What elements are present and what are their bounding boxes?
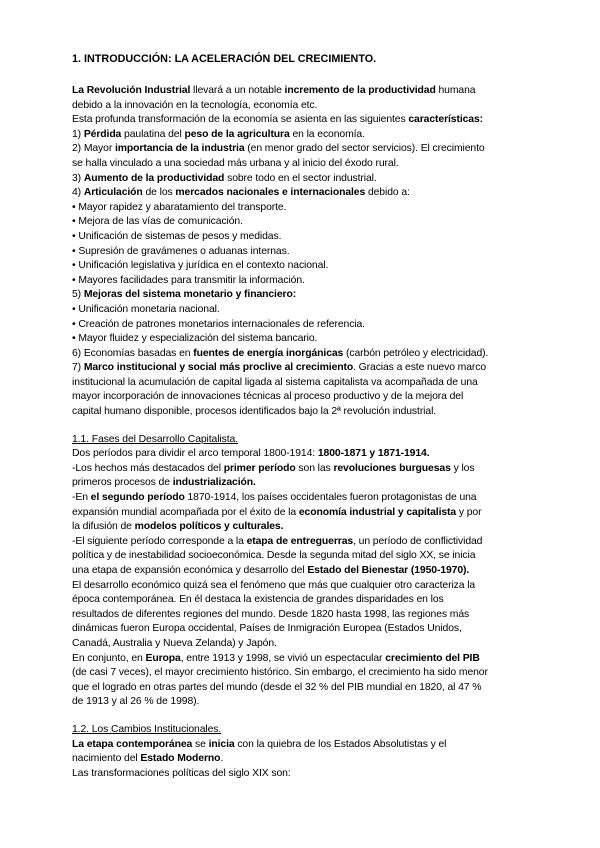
bullet-item: • Mejora de las vías de comunicación. (72, 216, 243, 228)
bullet-item: • Mayores facilidades para transmitir la información. (72, 274, 305, 286)
text-line: Dos períodos para dividir el arco temporal 1800-1914: 1800-1871 y 1871-1914. (72, 448, 430, 460)
text-line: (de casi 7 veces), el mayor crecimiento histórico. Sin embargo, el crecimiento ha sido menor (72, 667, 488, 679)
text-line: -Los hechos más destacados del primer período son las revoluciones burguesas y los (72, 462, 475, 474)
text-line: 3) Aumento de la productividad sobre todo en el sector industrial. (72, 172, 377, 184)
section-1-1 (72, 447, 532, 710)
text-line: 4) Articulación de los mercados nacionales e internacionales debido a: (72, 187, 410, 199)
text-line: Canadá, Australia y Nueva Zelanda) y Japón. (72, 637, 277, 649)
text-line: la difusión de modelos políticos y culturales. (72, 521, 284, 533)
text-line: -El siguiente período corresponde a la etapa de entreguerras, un período de conflictividad (72, 535, 483, 547)
text-line: una etapa de expansión económica y desarrollo del Estado del Bienestar (1950-1970). (72, 565, 470, 576)
bullet-item: • Unificación monetaria nacional. (72, 303, 220, 315)
text-line: 6) Economías basadas en fuentes de energía inorgánicas (carbón petróleo y electricidad). (72, 347, 489, 359)
text-line: mayor incorporación de innovaciones técnicas al proceso productivo y de la mejora del (72, 391, 464, 403)
text-line: de 1913 y al 26 % de 1998). (72, 696, 200, 708)
document-page (72, 52, 532, 781)
bullet-item: • Mayor fluidez y especialización del sistema bancario. (72, 333, 318, 345)
text-line: primeros procesos de industrialización. (72, 477, 256, 489)
text-line: 5) Mejoras del sistema monetario y financiero: (72, 289, 297, 301)
text-line: En conjunto, en Europa, entre 1913 y 1998, se vivió un espectacular crecimiento del PIB (72, 652, 480, 664)
text-line: resultados de diferentes regiones del mundo. Desde 1820 hasta 1998, las regiones más (72, 608, 470, 620)
intro-section (72, 84, 532, 420)
text-line: La Revolución Industrial llevará a un notable incremento de la productividad humana (72, 85, 476, 96)
text-line: que el logrado en otras partes del mundo (desde el 32 % del PIB mundial en 1820, al 47 % (72, 681, 482, 693)
page-title: 1. INTRODUCCIÓN: LA ACELERACIÓN DEL CRECIMIENTO. (72, 53, 377, 65)
text-line: política y de inestabilidad socioeconómica. Desde la segunda mitad del siglo XX, se inicia (72, 550, 476, 562)
bullet-item: • Mayor rapidez y abaratamiento del transporte. (72, 201, 287, 213)
bullet-item: • Unificación legislativa y jurídica en el contexto nacional. (72, 260, 329, 272)
text-line: institucional la acumulación de capital ligada al sistema capitalista va acompañada de una (72, 376, 478, 388)
section-heading-1-1: 1.1. Fases del Desarrollo Capitalista. (72, 433, 238, 445)
text-line: debido a la innovación en la tecnología, economía etc. (72, 99, 318, 111)
text-line: 2) Mayor importancia de la industria (en menor grado del sector servicios). El crecimiento (72, 143, 485, 155)
text-line: se halla vinculado a una sociedad más urbana y al inicio del éxodo rural. (72, 157, 399, 169)
text-line: 7) Marco institucional y social más proclive al crecimiento. Gracias a este nuevo marco (72, 362, 487, 374)
text-line: capital humano disponible, procesos identificados bajo la 2ª revolución industrial. (72, 406, 437, 418)
text-line: La etapa contemporánea se inicia con la quiebra de los Estados Absolutistas y el (72, 738, 447, 750)
text-line: nacimiento del Estado Moderno. (72, 753, 224, 765)
text-line: -En el segundo período 1870-1914, los países occidentales fueron protagonistas de una (72, 492, 477, 504)
text-line: 1) Pérdida paulatina del peso de la agricultura en la economía. (72, 128, 365, 140)
section-heading-1-2: 1.2. Los Cambios Institucionales. (72, 723, 222, 735)
text-line: dinámicas fueron Europa occidental, Países de Inmigración Europea (Estados Unidos, (72, 623, 462, 635)
bullet-item: • Supresión de gravámenes o aduanas internas. (72, 245, 290, 257)
text-line: Las transformaciones políticas del siglo XIX son: (72, 767, 291, 779)
bullet-item: • Creación de patrones monetarios internacionales de referencia. (72, 318, 365, 330)
bullet-item: • Unificación de sistemas de pesos y medidas. (72, 230, 282, 242)
text-line: El desarrollo económico quizá sea el fenómeno que más que cualquier otro caracteriza la (72, 579, 476, 591)
text-line: expansión mundial acompañada por el éxito de la economía industrial y capitalista y por (72, 506, 482, 518)
section-1-2 (72, 738, 532, 782)
text-line: época contemporánea. En él destaca la existencia de grandes disparidades en los (72, 594, 444, 606)
text-line: Esta profunda transformación de la economía se asienta en las siguientes características: (72, 114, 484, 126)
